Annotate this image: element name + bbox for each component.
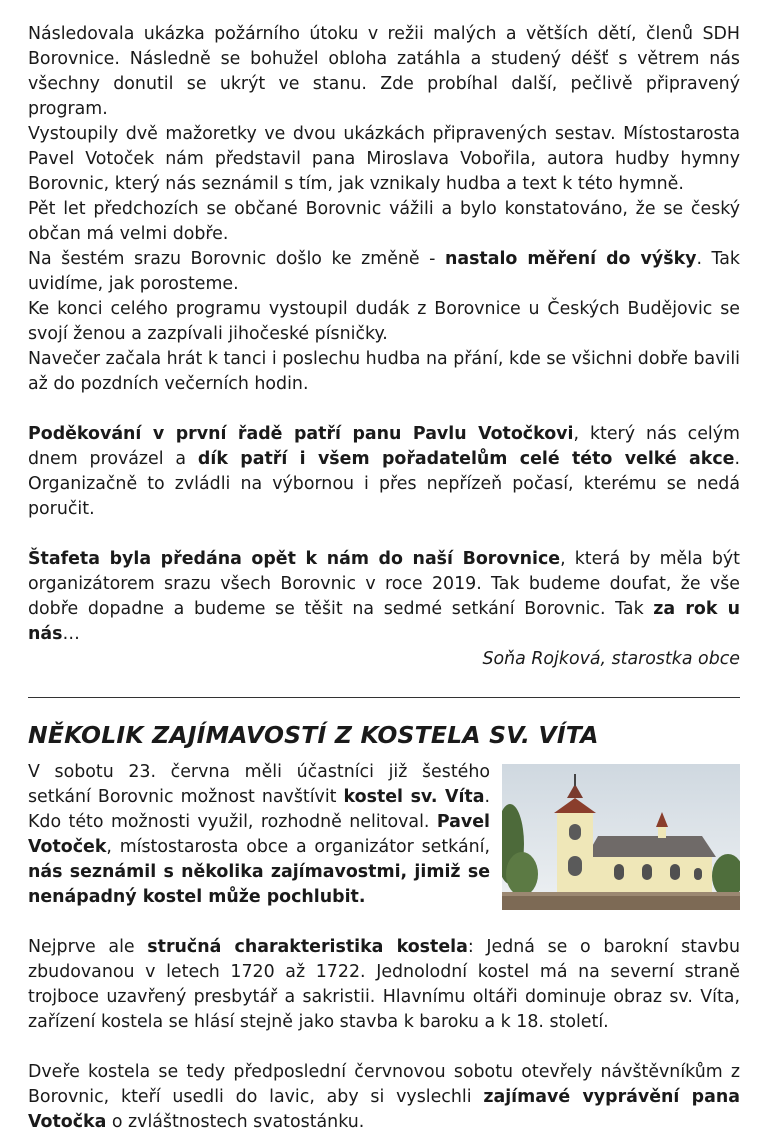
paragraph-evening: Navečer začala hrát k tanci i poslechu hudba na přání, kde se všichni dobře bavili až do pozdních večerních hodin. — [28, 349, 740, 394]
paragraph-doors: Dveře kostela se tedy předposlední červnovou sobotu otevřely návštěvníkům z Borovnic, kteří usedli do lavic, aby si vyslechli zajímavé vyprávění pana Votočka o zvláštnostech svatostánku. — [28, 1062, 740, 1132]
intro-row — [28, 760, 740, 910]
section-heading: NĚKOLIK ZAJÍMAVOSTÍ Z KOSTELA SV. VÍTA — [28, 721, 599, 749]
paragraph-relay: Štafeta byla předána opět k nám do naší Borovnice, která by měla být organizátorem srazu všech Borovnic v roce 2019. Tak budeme doufat, že vše dobře dopadne a budeme se těšit na sedmé setkání Borovnic. Tak za rok u nás… — [28, 549, 740, 644]
signature: Soňa Rojková, starostka obce — [482, 649, 740, 669]
paragraph-shower: Následovala ukázka požárního útoku v režii malých a větších dětí, členů SDH Borovnice. Následně se bohužel obloha zatáhla a studený déšť s větrem nás všechny donutil se ukrýt ve stanu. Zde probíhal další, pečlivě připravený program. — [28, 24, 740, 119]
paragraph-weighing: Pět let předchozích se občané Borovnic vážili a bylo konstatováno, že se český občan má velmi dobře. — [28, 199, 740, 244]
paragraph-visit: V sobotu 23. června měli účastníci již šestého setkání Borovnic možnost navštívit kostel sv. Víta. Kdo této možnosti využil, rozhodně nelitoval. Pavel Votoček, místostarosta obce a organizátor setkání, nás seznámil s několika zajímavostmi, jimiž se nenápadný kostel může pochlubit. — [28, 762, 491, 907]
paragraph-height: Na šestém srazu Borovnic došlo ke změně - nastalo měření do výšky. Tak uvidíme, jak porosteme. — [28, 249, 741, 294]
paragraph-majorettes: Vystoupily dvě mažoretky ve dvou ukázkách připravených sestav. Místostarosta Pavel Votoček nám představil pana Miroslava Vobořila, autora hudby hymny Borovnic, který nás seznámil s tím, jak vznikaly hudba a text k této hymně. — [28, 124, 740, 194]
church-photo — [502, 764, 740, 910]
section-divider — [28, 697, 740, 698]
paragraph-bagpiper: Ke konci celého programu vystoupil dudák z Borovnice u Českých Budějovic se svojí ženou a zazpívali jihočeské písničky. — [28, 299, 740, 344]
paragraph-thanks: Poděkování v první řadě patří panu Pavlu Votočkovi, který nás celým dnem provázel a dík patří i všem pořadatelům celé této velké akce. Organizačně to zvládli na výbornou i přes nepřízeň počasí, kterému se nedá poručit. — [28, 424, 740, 519]
paragraph-characteristics: Nejprve ale stručná charakteristika kostela: Jedná se o barokní stavbu zbudovanou v letech 1720 až 1722. Jednolodní kostel má na severní straně trojboce uzavřený presbytář a sakristii. Hlavnímu oltáři dominuje obraz sv. Víta, zařízení kostela se hlásí stejně jako stavba k baroku a k 18. století. — [28, 937, 740, 1032]
